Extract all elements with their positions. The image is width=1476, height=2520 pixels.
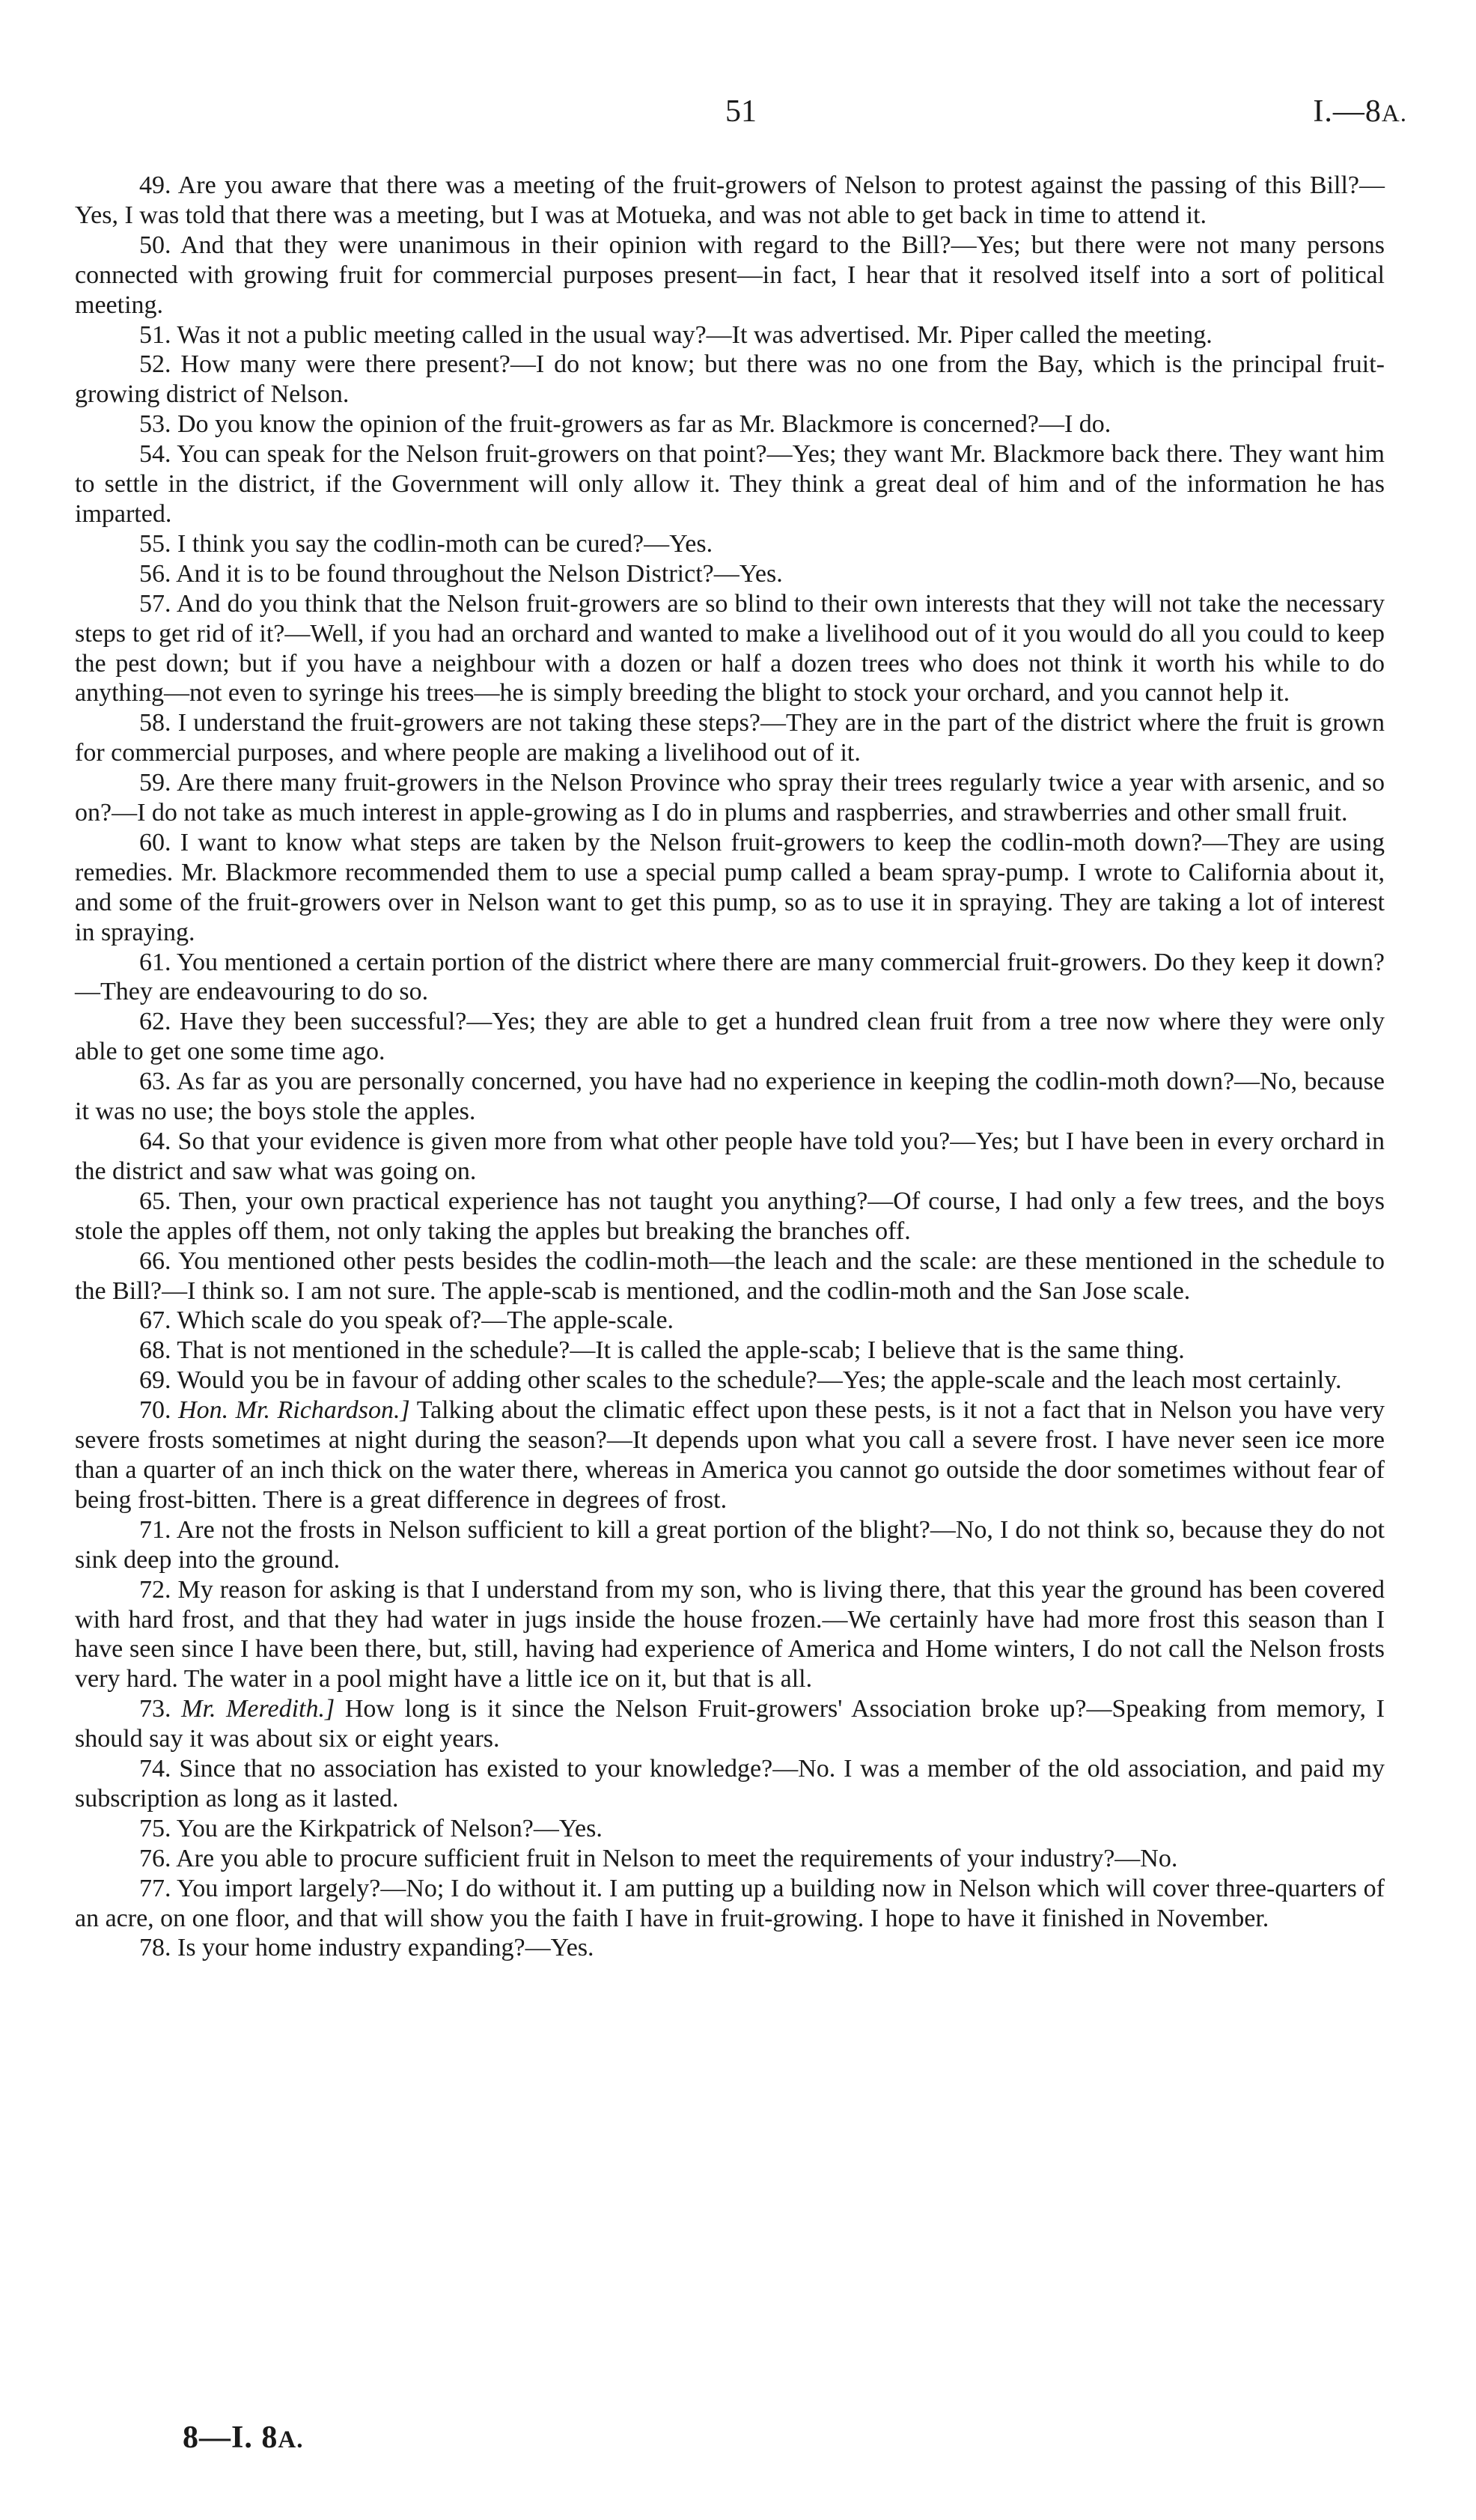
question-answer-paragraph [75,1336,1385,1366]
paragraph-text: 69. Would you be in favour of adding other scales to the schedule?—Yes; the apple-scale and the leach most certainly. [139,1366,1342,1395]
paragraph-text: 59. Are there many fruit-growers in the Nelson Province who spray their trees regularly twice a year with arsenic, and so on?—I do not take as much interest in apple-growing as I do in plums and raspberries, and strawberries and other small fruit. [75,769,1385,827]
paragraph-text: How long is it since the Nelson Fruit-growers' Association broke up?—Speaking from memory, I should say it was about six or eight years. [75,1695,1385,1753]
paragraph-text: 67. Which scale do you speak of?—The apple-scale. [139,1306,674,1335]
question-answer-paragraph [75,529,1385,559]
question-answer-paragraph [75,1515,1385,1575]
doc-ref-suffix: A. [1381,100,1407,127]
paragraph-text: 60. I want to know what steps are taken by the Nelson fruit-growers to keep the codlin-moth down?—They are using remedies. Mr. Blackmore recommended them to use a special pump called a beam spray-pump. I wrote to California about it, and some of the fruit-growers over in Nelson want to get this pump, so as to use it in spraying. They are taking a lot of interest in spraying. [75,828,1385,946]
paragraph-text: 53. Do you know the opinion of the fruit-growers as far as Mr. Blackmore is concerned?—I do. [139,410,1111,439]
question-answer-paragraph [75,410,1385,439]
question-number: 70. [139,1396,171,1425]
question-answer-paragraph [75,1754,1385,1814]
paragraph-text: 62. Have they been successful?—Yes; they are able to get a hundred clean fruit from a tree now where they were only able to get one some time ago. [75,1008,1385,1066]
question-answer-paragraph [75,1007,1385,1067]
question-answer-paragraph [75,1694,1385,1754]
paragraph-text: 71. Are not the frosts in Nelson sufficient to kill a great portion of the blight?—No, I do not think so, because they do not sink deep into the ground. [75,1515,1385,1574]
paragraph-text: 75. You are the Kirkpatrick of Nelson?—Yes. [139,1814,603,1842]
question-answer-paragraph [75,1187,1385,1247]
paragraph-text: 51. Was it not a public meeting called in the usual way?—It was advertised. Mr. Piper called the meeting. [139,320,1213,349]
paragraph-text: Talking about the climatic effect upon these pests, is it not a fact that in Nelson you have very severe frosts sometimes at night during the season?—It depends upon what you call a severe frost. I have never seen ice more than a quarter of an inch thick on the water there, whereas in America you cannot go outside the door sometimes without fear of being frost-bitten. There is a great difference in degrees of frost. [75,1396,1385,1514]
question-answer-paragraph [75,828,1385,948]
question-answer-paragraph [75,1874,1385,1934]
paragraph-text: 57. And do you think that the Nelson fruit-growers are so blind to their own interests that they will not take the necessary steps to get rid of it?—Well, if you had an orchard and wanted to make a livelihood out of it you would do all you could to keep the pest down; but if you have a neighbour with a dozen or half a dozen trees who does not think it worth his while to do anything—not even to syringe his trees—he is simply breeding the blight to stock your orchard, and you cannot help it. [75,589,1385,707]
paragraph-text: 58. I understand the fruit-growers are not taking these steps?—They are in the part of the district where the fruit is grown for commercial purposes, and where people are making a livelihood out of it. [75,709,1385,767]
question-answer-paragraph [75,320,1385,350]
doc-ref-main: I.—8 [1313,94,1382,129]
question-answer-paragraph [75,1844,1385,1874]
paragraph-text: 68. That is not mentioned in the schedule?—It is called the apple-scab; I believe that is the same thing. [139,1336,1185,1365]
paragraph-text: 61. You mentioned a certain portion of the district where there are many commercial fruit-growers. Do they keep it down?—They are endeavouring to do so. [75,948,1385,1006]
paragraph-text: 64. So that your evidence is given more from what other people have told you?—Yes; but I have been in every orchard in the district and saw what was going on. [75,1127,1385,1185]
question-answer-paragraph [75,1933,1385,1963]
question-answer-paragraph [75,559,1385,589]
question-answer-paragraph [75,1814,1385,1844]
paragraph-text: 55. I think you say the codlin-moth can be cured?—Yes. [139,529,713,558]
question-answer-paragraph [75,948,1385,1008]
paragraph-text: 78. Is your home industry expanding?—Yes. [139,1934,594,1962]
question-answer-paragraph [75,439,1385,529]
paragraph-text: 76. Are you able to procure sufficient fruit in Nelson to meet the requirements of your industry?—No. [139,1844,1178,1872]
paragraph-text: 65. Then, your own practical experience has not taught you anything?—Of course, I had only a few trees, and the boys stole the apples off them, not only taking the apples but breaking the branches off. [75,1187,1385,1245]
paragraph-text: 52. How many were there present?—I do not know; but there was no one from the Bay, which is the principal fruit-growing district of Nelson. [75,350,1385,409]
signature-mark [183,2420,303,2456]
paragraph-text: 50. And that they were unanimous in their opinion with regard to the Bill?—Yes; but there were not many persons connected with growing fruit for commercial purposes present—in fact, I hear that it resolved itself into a sort of political meeting. [75,231,1385,319]
page-number: 51 [725,94,757,129]
paragraph-text: 63. As far as you are personally concerned, you have had no experience in keeping the codlin-moth down?—No, because it was no use; the boys stole the apples. [75,1068,1385,1126]
evidence-transcript [75,171,1385,1963]
paragraph-text: 54. You can speak for the Nelson fruit-growers on that point?—Yes; they want Mr. Blackmore back there. They want him to settle in the district, if the Government will only allow it. They think a great deal of him and of the information he has imparted. [75,440,1385,528]
question-number: 73. [139,1695,171,1723]
question-answer-paragraph [75,1247,1385,1306]
question-answer-paragraph [75,1067,1385,1127]
paragraph-text: 77. You import largely?—No; I do without it. I am putting up a building now in Nelson which will cover three-quarters of an acre, on one floor, and that will show you the faith I have in fruit-growing. I hope to have it finished in November. [75,1874,1385,1932]
question-answer-paragraph [75,1306,1385,1336]
speaker-name: Hon. Mr. Richardson.] [178,1396,410,1425]
signature-main: 8—I. 8 [183,2420,278,2455]
question-answer-paragraph [75,589,1385,709]
question-answer-paragraph [75,171,1385,231]
question-answer-paragraph [75,1366,1385,1396]
question-answer-paragraph [75,768,1385,828]
signature-suffix: A. [278,2426,304,2453]
paragraph-text: 66. You mentioned other pests besides the codlin-moth—the leach and the scale: are these mentioned in the schedule to the Bill?—I think so. I am not sure. The apple-scab is mentioned, and the codlin-moth and the San Jose scale. [75,1247,1385,1305]
speaker-name: Mr. Meredith.] [181,1695,335,1723]
paragraph-text: 56. And it is to be found throughout the Nelson District?—Yes. [139,559,783,588]
paragraph-text: 72. My reason for asking is that I understand from my son, who is living there, that this year the ground has been covered with hard frost, and that they had water in jugs inside the house frozen.—We certainly have had more frost this season than I have seen since I have been there, but, still, having had experience of America and Home winters, I do not call the Nelson frosts very hard. The water in a pool might have a little ice on it, but that is all. [75,1575,1385,1693]
question-answer-paragraph [75,708,1385,768]
paragraph-text: 49. Are you aware that there was a meeting of the fruit-growers of Nelson to protest against the passing of this Bill?—Yes, I was told that there was a meeting, but I was at Motueka, and was not able to get back in time to attend it. [75,171,1385,229]
question-answer-paragraph [75,350,1385,410]
question-answer-paragraph [75,231,1385,320]
question-answer-paragraph [75,1575,1385,1695]
question-answer-paragraph [75,1396,1385,1515]
paragraph-text: 74. Since that no association has existed to your knowledge?—No. I was a member of the old association, and paid my subscription as long as it lasted. [75,1755,1385,1813]
document-reference [1272,94,1407,130]
question-answer-paragraph [75,1127,1385,1187]
